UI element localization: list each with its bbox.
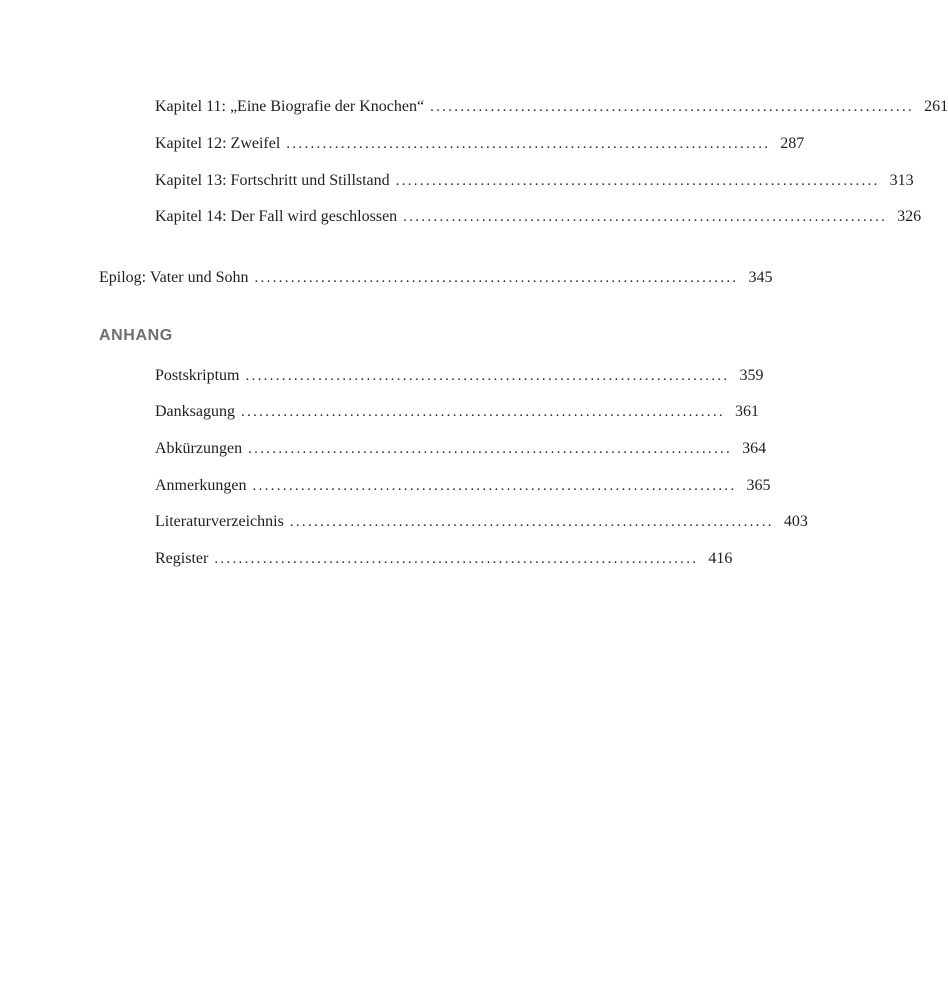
toc-entry-page: 326 bbox=[897, 208, 922, 225]
toc-entry-title: Kapitel 11: „Eine Biografie der Knochen“ bbox=[155, 98, 425, 115]
toc-entry-chapter-13 bbox=[155, 171, 914, 191]
toc-entry-page: 361 bbox=[734, 403, 759, 420]
toc-entry-title: Epilog: Vater und Sohn bbox=[99, 269, 249, 286]
toc-entry-abkuerzungen bbox=[155, 439, 767, 459]
dot-leader: ................................................................................ bbox=[395, 173, 880, 189]
toc-entry-title: Kapitel 13: Fortschritt und Stillstand bbox=[155, 172, 390, 189]
dot-leader: ................................................................................ bbox=[289, 514, 774, 530]
dot-leader: ................................................................................ bbox=[403, 209, 888, 225]
toc-entry-literaturverzeichnis bbox=[155, 512, 808, 532]
toc-entry-chapter-14 bbox=[155, 207, 922, 227]
toc-entry-title: Anmerkungen bbox=[155, 477, 247, 494]
toc-entry-title: Literaturverzeichnis bbox=[155, 513, 284, 530]
toc-entry-title: Kapitel 12: Zweifel bbox=[155, 135, 281, 152]
toc-entry-title: Abkürzungen bbox=[155, 440, 243, 457]
dot-leader: ................................................................................ bbox=[254, 270, 739, 286]
dot-leader: ................................................................................ bbox=[214, 551, 699, 567]
toc-entry-page: 416 bbox=[708, 550, 733, 567]
toc-entry-page: 261 bbox=[924, 98, 948, 115]
toc-entry-register bbox=[155, 549, 733, 569]
toc-entry-page: 365 bbox=[746, 477, 771, 494]
dot-leader: ................................................................................ bbox=[252, 478, 737, 494]
dot-leader: ................................................................................ bbox=[430, 99, 915, 115]
appendix-heading: ANHANG bbox=[99, 327, 173, 344]
toc-entry-epilog bbox=[99, 268, 773, 288]
dot-leader: ................................................................................ bbox=[240, 404, 725, 420]
toc-entry-postskriptum bbox=[155, 366, 764, 386]
toc-entry-page: 403 bbox=[783, 513, 808, 530]
toc-entry-danksagung bbox=[155, 402, 759, 422]
toc-entry-title: Register bbox=[155, 550, 209, 567]
toc-entry-page: 364 bbox=[742, 440, 767, 457]
toc-entry-anmerkungen bbox=[155, 476, 771, 496]
toc-entry-chapter-12 bbox=[155, 134, 805, 154]
dot-leader: ................................................................................ bbox=[245, 368, 730, 384]
toc-entry-title: Kapitel 14: Der Fall wird geschlossen bbox=[155, 208, 398, 225]
toc-entry-title: Danksagung bbox=[155, 403, 235, 420]
toc-entry-page: 287 bbox=[780, 135, 805, 152]
toc-entry-chapter-11 bbox=[155, 97, 948, 117]
dot-leader: ................................................................................ bbox=[248, 441, 733, 457]
toc-entry-title: Postskriptum bbox=[155, 367, 240, 384]
toc-entry-page: 313 bbox=[889, 172, 914, 189]
dot-leader: ................................................................................ bbox=[286, 136, 771, 152]
toc-entry-page: 359 bbox=[739, 367, 764, 384]
toc-entry-page: 345 bbox=[748, 269, 773, 286]
